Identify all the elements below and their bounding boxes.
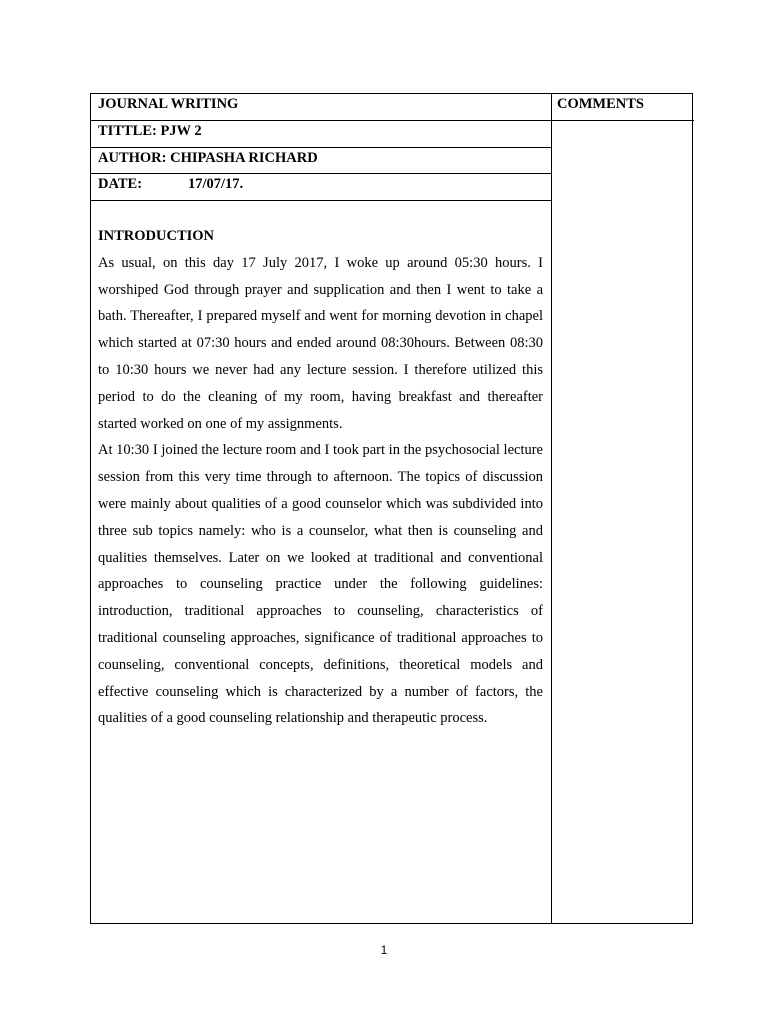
date-label: DATE: — [98, 176, 143, 192]
journal-table — [90, 93, 693, 924]
header-row-divider — [91, 120, 694, 121]
section-heading: INTRODUCTION — [98, 228, 215, 244]
comments-header: COMMENTS — [557, 96, 644, 112]
date-line — [98, 175, 398, 193]
column-divider — [551, 94, 552, 923]
title-row-divider — [91, 147, 551, 148]
journal-writing-header: JOURNAL WRITING — [98, 96, 239, 112]
page-number: 1 — [380, 943, 388, 957]
journal-body — [98, 223, 543, 732]
date-row-divider — [91, 200, 551, 201]
date-value: 17/07/17. — [188, 176, 244, 192]
title-line: TITTLE: PJW 2 — [98, 123, 202, 139]
paragraph-1: As usual, on this day 17 July 2017, I woke up around 05:30 hours. I worshiped God through prayer and supplication and then I went to take a bath. Thereafter, I prepared myself and went for morning devotion in chapel which started at 07:30 hours and ended around 08:30hours. Between 08:30 to 10:30 hours we never had any lecture session. I therefore utilized this period to do the cleaning of my room, having breakfast and thereafter started worked on one of my assignments. — [98, 254, 543, 432]
author-line: AUTHOR: CHIPASHA RICHARD — [98, 150, 318, 166]
paragraph-2: At 10:30 I joined the lecture room and I took part in the psychosocial lecture session from this very time through to afternoon. The topics of discussion were mainly about qualities of a good counselor which was subdivided into three sub topics namely: who is a counselor, what then is counseling and qualities themselves. Later on we looked at traditional and conventional approaches to counseling practice under the following guidelines: introduction, traditional approaches to counseling, characteristics of traditional counseling approaches, significance of traditional approaches to counseling, conventional concepts, definitions, theoretical models and effective counseling which is characterized by a number of factors, the qualities of a good counseling relationship and therapeutic process. — [98, 442, 543, 727]
author-row-divider — [91, 173, 551, 174]
